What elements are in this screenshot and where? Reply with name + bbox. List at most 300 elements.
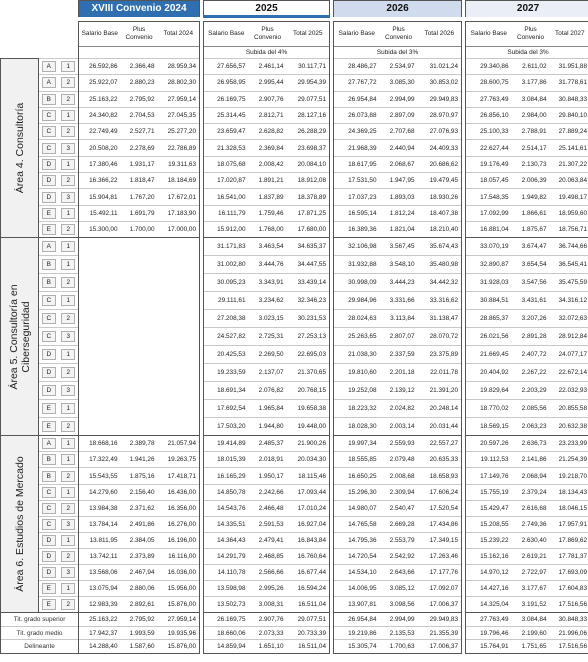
value-2024: [121, 238, 158, 256]
grade-code: [39, 256, 59, 274]
value-2026: 27.076,93: [418, 124, 462, 140]
table-row: [1, 532, 588, 548]
value-2026: 17.531,50: [334, 173, 380, 189]
value-2027: 21.669,45: [466, 346, 512, 364]
value-2027: 34.316,12: [550, 292, 588, 310]
value-2027: 2.267,22: [512, 364, 550, 382]
grade-letter: C: [42, 295, 56, 306]
table-row: [1, 221, 588, 237]
col-header-2027: Salario Base: [466, 22, 512, 47]
value-2025: 16.843,84: [287, 532, 330, 548]
value-2024: [79, 310, 121, 328]
value-2025: 26.958,95: [204, 75, 249, 91]
grade-code: [39, 548, 59, 564]
value-2026: 17.520,54: [418, 500, 462, 516]
value-2026: 1.893,03: [380, 189, 418, 205]
value-2027: 1.866,61: [512, 205, 550, 221]
value-2027: 36.744,66: [550, 238, 588, 256]
table-row: [1, 484, 588, 500]
value-2025: 2.269,50: [249, 346, 287, 364]
value-2024: 17.000,00: [158, 221, 200, 237]
level-number: 3: [61, 385, 75, 396]
value-2026: 26.073,88: [334, 107, 380, 123]
value-2026: 20.248,14: [418, 400, 462, 418]
value-2026: 17.006,37: [418, 597, 462, 613]
grade-code: [39, 452, 59, 468]
value-2025: 17.093,44: [287, 484, 330, 500]
level-number: 2: [61, 367, 75, 378]
value-2026: 1.821,04: [380, 221, 418, 237]
col-header-2027: Plus Convenio: [512, 22, 550, 47]
value-2024: [79, 256, 121, 274]
value-2026: 30.998,09: [334, 274, 380, 292]
value-2025: 2.073,33: [249, 626, 287, 640]
value-2027: 18.046,15: [550, 500, 588, 516]
level-code: [59, 256, 79, 274]
level-number: 2: [61, 94, 75, 105]
value-2025: 2.137,07: [249, 364, 287, 382]
value-2026: 21.038,30: [334, 346, 380, 364]
value-2027: 3.674,47: [512, 238, 550, 256]
level-code: [59, 292, 79, 310]
value-2027: 31.928,03: [466, 274, 512, 292]
value-2024: 25.163,22: [79, 91, 121, 107]
value-2024: 27.045,35: [158, 107, 200, 123]
value-2026: 28.070,72: [418, 328, 462, 346]
value-2027: 19.829,64: [466, 382, 512, 400]
value-2024: [121, 310, 158, 328]
value-2027: 2.085,56: [512, 400, 550, 418]
value-2025: 19.448,00: [287, 418, 330, 436]
value-2024: 22.749,49: [79, 124, 121, 140]
value-2024: [158, 256, 200, 274]
value-2024: 27.959,14: [158, 613, 200, 627]
value-2024: 2.795,92: [121, 91, 158, 107]
table-row: [1, 500, 588, 516]
value-2025: 32.346,23: [287, 292, 330, 310]
level-number: 2: [61, 313, 75, 324]
level-code: [59, 418, 79, 436]
grade-letter: A: [42, 241, 56, 252]
level-code: [59, 452, 79, 468]
value-2027: 20.855,58: [550, 400, 588, 418]
value-2026: 14.006,95: [334, 581, 380, 597]
table-row: [1, 140, 588, 156]
value-2025: 2.628,82: [249, 124, 287, 140]
value-2025: 20.733,39: [287, 626, 330, 640]
level-number: 1: [61, 295, 75, 306]
value-2026: 2.643,66: [380, 565, 418, 581]
value-2026: 2.135,53: [380, 626, 418, 640]
value-2026: 3.113,84: [380, 310, 418, 328]
value-2027: 2.636,73: [512, 436, 550, 452]
level-code: [59, 436, 79, 452]
value-2027: 2.630,40: [512, 532, 550, 548]
value-2025: 19.233,59: [204, 364, 249, 382]
subida-2026: Subida del 3%: [334, 47, 462, 59]
grade-letter: B: [42, 277, 56, 288]
table-row: [1, 452, 588, 468]
value-2026: 18.210,40: [418, 221, 462, 237]
value-2026: 35.674,43: [418, 238, 462, 256]
value-2026: 2.553,79: [380, 532, 418, 548]
level-code: [59, 173, 79, 189]
value-2027: 36.545,41: [550, 256, 588, 274]
value-2027: 2.199,60: [512, 626, 550, 640]
value-2027: 2.514,17: [512, 140, 550, 156]
value-2027: 19.176,49: [466, 156, 512, 172]
value-2025: 16.511,04: [287, 597, 330, 613]
value-2024: [121, 418, 158, 436]
value-2024: 14.279,60: [79, 484, 121, 500]
col-header-2024: Plus Convenio: [121, 22, 158, 47]
grade-code: [39, 75, 59, 91]
table-row: [1, 205, 588, 221]
value-2025: 20.034,30: [287, 452, 330, 468]
value-2025: 3.023,15: [249, 310, 287, 328]
value-2026: 31.138,47: [418, 310, 462, 328]
value-2025: 14.110,78: [204, 565, 249, 581]
grade-letter: C: [42, 126, 56, 137]
area-title: Área 4. Consultoría: [13, 102, 26, 194]
value-2026: 18.555,85: [334, 452, 380, 468]
value-2026: 2.994,99: [380, 613, 418, 627]
value-2025: 2.485,37: [249, 436, 287, 452]
value-2025: 2.018,91: [249, 452, 287, 468]
level-number: 3: [61, 567, 75, 578]
value-2026: 31.932,88: [334, 256, 380, 274]
value-2025: 21.370,65: [287, 364, 330, 382]
value-2025: 17.871,25: [287, 205, 330, 221]
table-row: [1, 156, 588, 172]
level-number: 2: [61, 421, 75, 432]
value-2024: 2.467,94: [121, 565, 158, 581]
value-2026: 28.486,27: [334, 59, 380, 75]
value-2024: [79, 292, 121, 310]
value-2026: 32.106,98: [334, 238, 380, 256]
grade-letter: A: [42, 77, 56, 88]
area-title: Área 5. Consultoría en Ciberseguridad: [7, 284, 32, 390]
value-2024: 25.922,07: [79, 75, 121, 91]
value-2025: 2.995,44: [249, 75, 287, 91]
value-2026: 20.031,44: [418, 418, 462, 436]
value-2024: [158, 400, 200, 418]
value-2027: 20.632,38: [550, 418, 588, 436]
area-label: [1, 436, 39, 613]
value-2027: 3.207,26: [512, 310, 550, 328]
level-code: [59, 156, 79, 172]
value-2026: 14.795,36: [334, 532, 380, 548]
subida-2025: Subida del 4%: [204, 47, 330, 59]
table-row: [1, 436, 588, 452]
value-2024: 1.691,79: [121, 205, 158, 221]
value-2027: 2.616,68: [512, 500, 550, 516]
value-2027: 2.141,86: [512, 452, 550, 468]
value-2024: 17.322,49: [79, 452, 121, 468]
value-2025: 23.698,37: [287, 140, 330, 156]
value-2024: 25.163,22: [79, 613, 121, 627]
level-code: [59, 75, 79, 91]
grade-letter: E: [42, 421, 56, 432]
value-2027: 24.077,17: [550, 346, 588, 364]
value-2026: 14.720,54: [334, 548, 380, 564]
value-2026: 28.024,63: [334, 310, 380, 328]
value-2026: 22.557,27: [418, 436, 462, 452]
value-2027: 30.848,33: [550, 613, 588, 627]
value-2026: 31.021,24: [418, 59, 462, 75]
value-2025: 27.208,38: [204, 310, 249, 328]
value-2027: 2.788,91: [512, 124, 550, 140]
value-2025: 17.020,87: [204, 173, 249, 189]
value-2027: 32.890,87: [466, 256, 512, 274]
value-2025: 13.502,73: [204, 597, 249, 613]
level-code: [59, 548, 79, 564]
value-2026: 15.296,30: [334, 484, 380, 500]
value-2025: 16.541,00: [204, 189, 249, 205]
value-2024: 2.880,23: [121, 75, 158, 91]
table-row: [1, 59, 588, 75]
value-2024: [121, 346, 158, 364]
value-2025: 18.660,06: [204, 626, 249, 640]
value-2026: 17.349,15: [418, 532, 462, 548]
value-2027: 33.070,19: [466, 238, 512, 256]
col-header-2026: Salario Base: [334, 22, 380, 47]
value-2024: 17.380,46: [79, 156, 121, 172]
value-2027: 1.751,65: [512, 640, 550, 654]
value-2026: 26.954,84: [334, 91, 380, 107]
grade-letter: D: [42, 567, 56, 578]
grade-code: [39, 205, 59, 221]
value-2026: 17.006,37: [418, 640, 462, 654]
grade-letter: D: [42, 551, 56, 562]
value-2025: 2.369,84: [249, 140, 287, 156]
value-2024: [79, 418, 121, 436]
value-2026: 22.011,78: [418, 364, 462, 382]
value-2025: 31.002,80: [204, 256, 249, 274]
level-number: 3: [61, 331, 75, 342]
level-code: [59, 565, 79, 581]
value-2027: 3.084,84: [512, 613, 550, 627]
value-2027: 17.516,56: [550, 597, 588, 613]
value-2027: 22.627,44: [466, 140, 512, 156]
value-2027: 1.875,67: [512, 221, 550, 237]
level-number: 2: [61, 126, 75, 137]
level-code: [59, 581, 79, 597]
grade-code: [39, 274, 59, 292]
level-code: [59, 238, 79, 256]
table-row: [1, 91, 588, 107]
value-2026: 2.559,93: [380, 436, 418, 452]
level-number: 3: [61, 143, 75, 154]
level-code: [59, 221, 79, 237]
level-code: [59, 382, 79, 400]
value-2025: 14.364,43: [204, 532, 249, 548]
header-2024: XVIII Convenio 2024: [79, 1, 200, 17]
table-row: [1, 581, 588, 597]
table-row: [1, 124, 588, 140]
value-2027: 17.149,76: [466, 468, 512, 484]
value-2025: 16.594,24: [287, 581, 330, 597]
value-2026: 24.409,33: [418, 140, 462, 156]
level-number: 1: [61, 583, 75, 594]
value-2024: 28.802,30: [158, 75, 200, 91]
value-2027: 19.796,46: [466, 626, 512, 640]
level-code: [59, 205, 79, 221]
grade-letter: C: [42, 110, 56, 121]
value-2025: 21.328,53: [204, 140, 249, 156]
value-2027: 25.100,33: [466, 124, 512, 140]
value-2025: 17.503,20: [204, 418, 249, 436]
value-2024: 13.075,94: [79, 581, 121, 597]
value-2027: 18.770,02: [466, 400, 512, 418]
value-2025: 1.651,10: [249, 640, 287, 654]
value-2024: [79, 274, 121, 292]
corner-blank: [1, 47, 79, 59]
grade-letter: B: [42, 94, 56, 105]
value-2024: 2.795,92: [121, 613, 158, 627]
value-2024: 19.263,75: [158, 452, 200, 468]
value-2025: 30.231,53: [287, 310, 330, 328]
value-2025: 29.954,39: [287, 75, 330, 91]
level-number: 1: [61, 535, 75, 546]
grade-letter: E: [42, 224, 56, 235]
value-2026: 2.440,94: [380, 140, 418, 156]
col-header-2026: Total 2026: [418, 22, 462, 47]
value-2027: 20.404,92: [466, 364, 512, 382]
value-2024: 25.277,20: [158, 124, 200, 140]
value-2025: 24.527,82: [204, 328, 249, 346]
level-number: 1: [61, 487, 75, 498]
value-2027: 18.959,60: [550, 205, 588, 221]
value-2025: 31.171,83: [204, 238, 249, 256]
value-2027: 18.134,43: [550, 484, 588, 500]
value-2027: 17.869,62: [550, 532, 588, 548]
value-2024: 21.057,94: [158, 436, 200, 452]
value-2025: 2.479,41: [249, 532, 287, 548]
value-2025: 30.095,23: [204, 274, 249, 292]
table-row: [1, 292, 588, 310]
value-2025: 34.447,55: [287, 256, 330, 274]
table-row: [1, 565, 588, 581]
grade-letter: D: [42, 192, 56, 203]
value-2024: 15.543,55: [79, 468, 121, 484]
table-row: [1, 310, 588, 328]
grade-letter: A: [42, 438, 56, 449]
value-2025: 30.117,71: [287, 59, 330, 75]
value-2025: 17.680,00: [287, 221, 330, 237]
grade-letter: D: [42, 367, 56, 378]
value-2027: 23.233,99: [550, 436, 588, 452]
value-2026: 2.139,12: [380, 382, 418, 400]
value-2026: 27.767,72: [334, 75, 380, 91]
value-2026: 17.263,46: [418, 548, 462, 564]
value-2027: 3.431,61: [512, 292, 550, 310]
value-2025: 19.414,89: [204, 436, 249, 452]
value-2026: 2.079,48: [380, 452, 418, 468]
value-2027: 18.057,45: [466, 173, 512, 189]
value-2025: 16.927,04: [287, 516, 330, 532]
value-2026: 15.305,74: [334, 640, 380, 654]
value-2026: 29.949,83: [418, 91, 462, 107]
value-2024: 14.288,40: [79, 640, 121, 654]
value-2024: 1.941,26: [121, 452, 158, 468]
grade-code: [39, 382, 59, 400]
value-2026: 3.444,23: [380, 274, 418, 292]
value-2026: 34.442,32: [418, 274, 462, 292]
value-2026: 24.369,25: [334, 124, 380, 140]
value-2024: [158, 274, 200, 292]
value-2025: 28.127,16: [287, 107, 330, 123]
grade-code: [39, 59, 59, 75]
value-2025: 27.656,57: [204, 59, 249, 75]
value-2024: 1.767,20: [121, 189, 158, 205]
value-2027: 2.068,94: [512, 468, 550, 484]
grade-letter: D: [42, 175, 56, 186]
grade-code: [39, 91, 59, 107]
value-2025: 15.912,00: [204, 221, 249, 237]
area-title: Área 6. Estudios de Mercado: [13, 456, 26, 592]
level-number: 1: [61, 61, 75, 72]
value-2026: 17.606,24: [418, 484, 462, 500]
value-2026: 2.024,82: [380, 400, 418, 418]
value-2027: 29.840,10: [550, 107, 588, 123]
value-2027: 17.693,09: [550, 565, 588, 581]
table-row: [1, 626, 588, 640]
level-code: [59, 484, 79, 500]
value-2024: 16.356,00: [158, 500, 200, 516]
grade-letter: E: [42, 208, 56, 219]
value-2025: 20.425,53: [204, 346, 249, 364]
area-label: [1, 59, 39, 238]
value-2024: 2.371,62: [121, 500, 158, 516]
value-2025: 2.566,66: [249, 565, 287, 581]
value-2026: 20.686,62: [418, 156, 462, 172]
value-2027: 2.203,29: [512, 382, 550, 400]
table-row: [1, 346, 588, 364]
value-2027: 2.063,23: [512, 418, 550, 436]
level-code: [59, 500, 79, 516]
value-2024: 15.904,81: [79, 189, 121, 205]
value-2026: 3.085,12: [380, 581, 418, 597]
value-2025: 16.165,29: [204, 468, 249, 484]
grade-code: [39, 107, 59, 123]
value-2026: 16.389,36: [334, 221, 380, 237]
area-label: [1, 238, 39, 436]
value-2026: 19.997,34: [334, 436, 380, 452]
grade-letter: C: [42, 331, 56, 342]
value-2027: 2.379,24: [512, 484, 550, 500]
value-2025: 1.759,46: [249, 205, 287, 221]
value-2024: 1.931,17: [121, 156, 158, 172]
value-2026: 18.658,93: [418, 468, 462, 484]
value-2024: 16.036,00: [158, 565, 200, 581]
value-2025: 14.543,76: [204, 500, 249, 516]
header-2027: 2027: [466, 1, 588, 17]
value-2026: 18.407,38: [418, 205, 462, 221]
value-2025: 1.837,89: [249, 189, 287, 205]
value-2025: 2.242,66: [249, 484, 287, 500]
value-2027: 15.429,47: [466, 500, 512, 516]
value-2024: 2.156,40: [121, 484, 158, 500]
table-row: [1, 468, 588, 484]
level-code: [59, 91, 79, 107]
level-code: [59, 400, 79, 418]
value-2025: 29.077,51: [287, 613, 330, 627]
value-2024: [158, 238, 200, 256]
value-2027: 31.778,61: [550, 75, 588, 91]
value-2024: 27.959,14: [158, 91, 200, 107]
value-2026: 26.954,84: [334, 613, 380, 627]
